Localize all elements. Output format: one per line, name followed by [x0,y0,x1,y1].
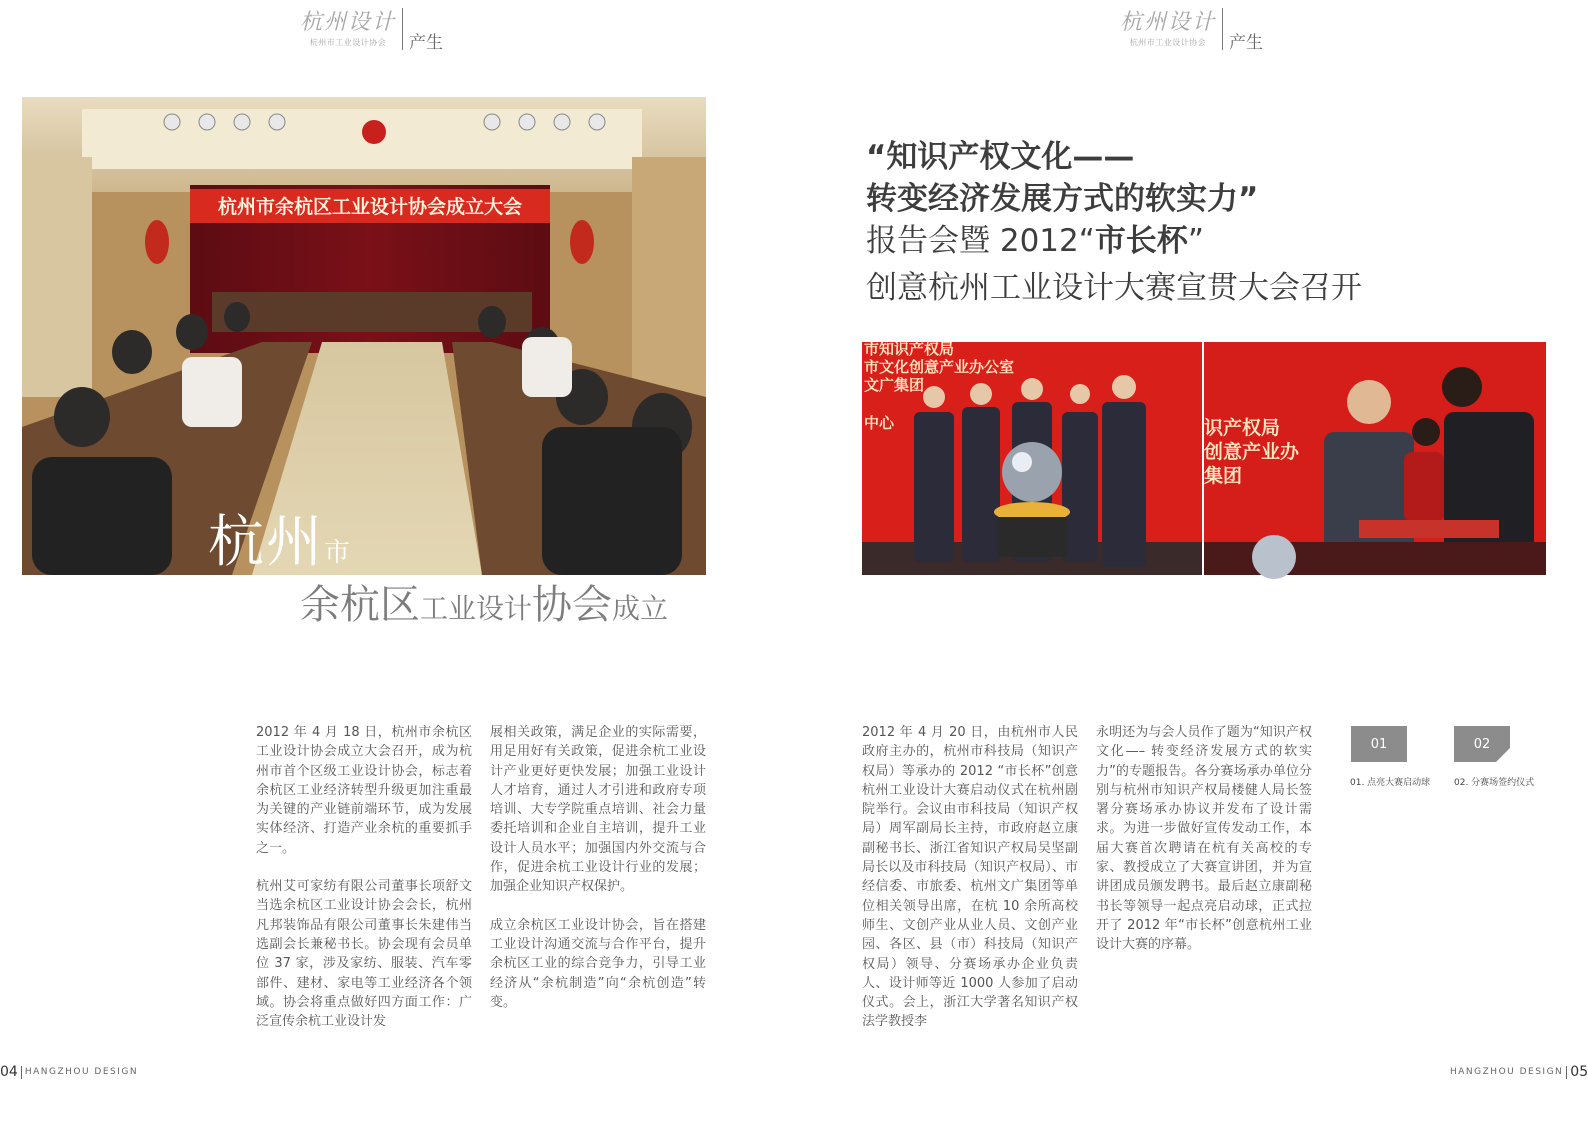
running-header-left [300,8,443,52]
page-number: 05 [1570,1064,1588,1080]
footer-divider [21,1066,22,1079]
magazine-logo [1120,8,1216,48]
headline-city-suffix: 市 [324,538,351,568]
section-label: 产生 [409,33,443,53]
right-article-col1 [862,723,1078,1051]
headline-line4: 创意杭州工业设计大赛宣贯大会召开 [866,270,1362,306]
headline-city: 杭州 [208,510,324,575]
signing-ceremony-photo [1204,342,1546,575]
paragraph: 永明还为与会人员作了题为“知识产权文化—– 转变经济发展方式的软实力”的专题报告。各分赛场承办单位分别与杭州市知识产权局楼健人局长签署分赛场承办协议并发布了设计需求。为进一步做好宣传发动工作，本届大赛首次聘请在杭有关高校的专家、教授成立了大赛宣讲团，并为宣讲团成员颁发聘书。最后赵立康副秘书长等领导一起点亮启动球，正式拉开了 2012 年“市长杯”创意杭州工业设计大赛的序幕。 [1096,725,1312,953]
footer-right [1450,1064,1588,1080]
right-article-col2 [1096,723,1312,974]
header-divider [1222,8,1223,50]
running-header-right [1120,8,1263,52]
svg-text:中心: 中心 [864,414,895,432]
left-article-col2 [490,723,706,1031]
logo-text: 杭州设计 [300,10,397,35]
magazine-logo [300,8,396,48]
paragraph: 展相关政策，满足企业的实际需要，用足用好有关政策，促进余杭工业设计产业更好更快发展；加强工业设计人才培育，通过人才引进和政府专项培训、大专学院重点培训、社会力量委托培训和企业自主培训，提升工业设计人员水平；加强国内外交流与合作，促进余杭工业设计行业的发展；加强企业知识产权保护。 [490,725,706,895]
logo-subtext: 杭州市工业设计协会 [309,38,387,47]
magazine-name: HANGZHOU DESIGN [1450,1067,1564,1077]
paragraph: 2012 年 4 月 18 日，杭州市余杭区工业设计协会成立大会召开，成为杭州市首个区级工业设计协会，标志着余杭区工业经济转型升级更加注重最为关键的产业链前端环节，成为发展实体经济、打造产业余杭的重要抓手之一。 [256,725,472,856]
svg-text:识产权局: 识产权局 [1204,417,1281,439]
banner-text: 杭州市余杭区工业设计协会成立大会 [217,196,523,218]
launch-ball-photo [862,342,1202,575]
meeting-hall-photo [22,97,706,575]
right-headline [866,136,1362,309]
paragraph: 成立余杭区工业设计协会，旨在搭建工业设计沟通交流与合作平台，提升余杭区工业的综合竞争力，引导工业经济从“余杭制造”向“余杭创造”转变。 [490,917,706,1010]
section-label: 产生 [1229,33,1263,53]
magazine-name: HANGZHOU DESIGN [24,1067,139,1077]
svg-text:市文化创意产业办公室: 市文化创意产业办公室 [864,358,1015,376]
svg-text:文广集团: 文广集团 [864,376,925,394]
paragraph: 杭州艾可家纺有限公司董事长项舒文当选余杭区工业设计协会会长，杭州凡邦装饰品有限公司董事长朱建伟当选副会长兼秘书长。协会现有会员单位 37 家，涉及家纺、服装、汽车零部件、建材、家电等工业经济各个领域。协会将重点做好四方面工作：广泛宣传余杭工业设计发 [256,879,472,1030]
page-curl-icon [1496,748,1510,762]
thumbnail-02: 02 [1454,726,1510,762]
headline-line1: “知识产权文化—— [866,139,1135,175]
logo-subtext: 杭州市工业设计协会 [1129,38,1207,47]
headline-line2: 转变经济发展方式的软实力” [866,181,1259,217]
thumbnail-caption-02: 02. 分赛场签约仪式 [1454,778,1535,788]
svg-text:市知识产权局: 市知识产权局 [864,340,955,358]
left-article-col1 [256,723,472,1050]
header-divider [402,8,403,50]
page-number: 04 [0,1064,18,1080]
svg-text:集团: 集团 [1204,465,1243,487]
headline-line3: 报告会暨 2012“市长杯” [866,223,1204,259]
thumbnail-caption-01: 01. 点亮大赛启动球 [1350,778,1431,788]
left-headline-line2: 余杭区工业设计协会成立 [300,582,669,628]
thumbnail-01: 01 [1351,726,1407,762]
left-headline-line1 [208,510,351,575]
footer-divider [1566,1066,1567,1079]
svg-text:创意产业办: 创意产业办 [1204,441,1300,463]
footer-left [0,1064,138,1080]
paragraph: 2012 年 4 月 20 日，由杭州市人民政府主办的，杭州市科技局（知识产权局）等承办的 2012 “市长杯”创意杭州工业设计大赛启动仪式在杭州剧院举行。会议由市科技局（知识产权局）周军副局长主持，市政府赵立康副秘书长、浙江省知识产权局吴坚副局长以及市科技局（知识产权局）、市经信委、市旅委、杭州文广集团等单位相关领导出席，在杭 10 余所高校师生、文创产业从业人员、文创产业园、各区、县（市）科技局（知识产权局）领导、分赛场承办企业负责人、设计师等近 1000 人参加了启动仪式。会上，浙江大学著名知识产权法学教授李 [862,725,1078,1030]
logo-text: 杭州设计 [1120,10,1217,35]
